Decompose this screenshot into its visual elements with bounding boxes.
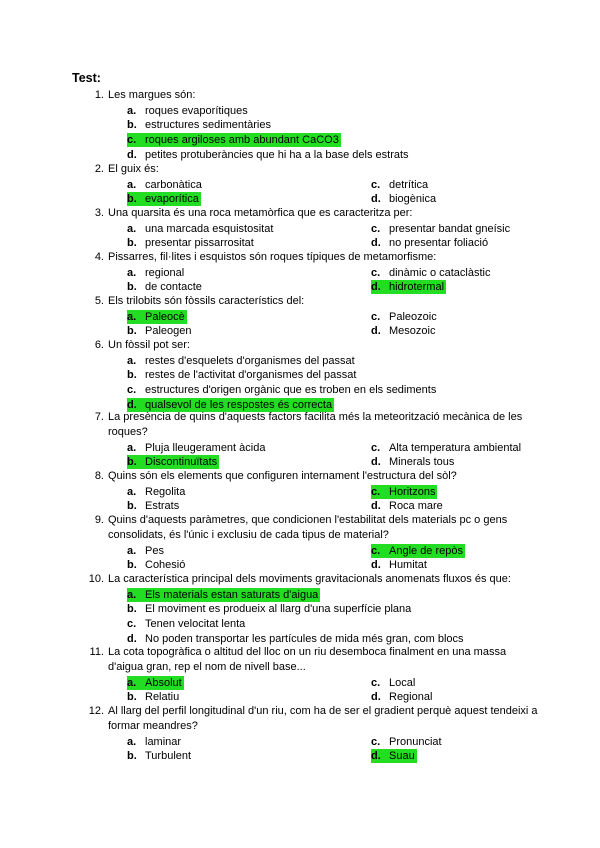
option-text: Suau <box>389 750 415 763</box>
question-text: La cota topogràfica o altitud del lloc on un riu desemboca finalment en una massa d'aigua gran, rep el nom de nivell base... <box>108 646 507 673</box>
option-letter: c. <box>371 178 381 191</box>
answer-option <box>127 118 271 132</box>
answer-option <box>371 236 488 250</box>
answer-option <box>127 690 179 704</box>
answer-option <box>371 558 427 572</box>
option-text: Horitzons <box>389 485 436 498</box>
option-letter: a. <box>127 104 137 117</box>
option-text: evaporítica <box>145 193 199 206</box>
option-text: Paleocè <box>145 310 185 323</box>
answer-option <box>127 735 181 749</box>
answer-option <box>127 602 411 616</box>
answer-option <box>371 690 432 704</box>
option-letter: d. <box>371 691 381 704</box>
question-number: 10. <box>88 573 104 585</box>
option-text: una marcada esquistositat <box>145 222 274 235</box>
answer-option <box>371 441 521 455</box>
question-text: Una quarsita és una roca metamòrfica que es caracteritza per: <box>108 207 413 219</box>
answer-option <box>371 676 415 690</box>
answer-option <box>371 455 454 469</box>
answer-option <box>127 236 254 250</box>
option-text: presentar bandat gneísic <box>389 222 511 235</box>
option-letter: a. <box>127 222 137 235</box>
option-letter: d. <box>371 500 381 513</box>
answer-option <box>127 178 202 192</box>
answer-option <box>127 441 265 455</box>
option-text: Els materials estan saturats d'aigua <box>145 588 319 601</box>
answer-option <box>127 266 184 280</box>
option-text: Local <box>389 676 416 689</box>
answer-option-correct <box>127 455 219 469</box>
option-letter: d. <box>127 632 137 645</box>
answer-option-correct <box>371 485 437 499</box>
option-text: hidrotermal <box>389 281 445 294</box>
question-number: 7. <box>94 411 104 423</box>
answer-option-correct <box>127 310 187 324</box>
option-letter: a. <box>127 178 137 191</box>
option-text: laminar <box>145 735 182 748</box>
option-text: restes de l'activitat d'organismes del passat <box>145 369 357 382</box>
answer-option <box>371 310 437 324</box>
option-text: estructures d'origen orgànic que es troben en els sediments <box>145 383 437 396</box>
option-letter: b. <box>127 456 137 469</box>
option-text: Paleozoic <box>389 310 437 323</box>
option-letter: d. <box>371 750 381 763</box>
answer-option <box>371 192 436 206</box>
answer-option <box>371 178 428 192</box>
question-text: El guix és: <box>108 163 159 175</box>
answer-option <box>127 383 436 397</box>
answer-option <box>127 104 248 118</box>
option-text: presentar pissarrositat <box>145 237 254 250</box>
question-number: 5. <box>94 295 104 307</box>
option-text: Minerals tous <box>389 456 455 469</box>
option-letter: d. <box>127 398 137 411</box>
option-letter: c. <box>371 266 381 279</box>
question-number: 8. <box>94 470 104 482</box>
option-letter: b. <box>127 559 137 572</box>
answer-option <box>371 735 442 749</box>
option-letter: b. <box>127 119 137 132</box>
option-text: Pes <box>145 544 164 557</box>
answer-option-correct <box>371 544 465 558</box>
option-text: regional <box>145 266 185 279</box>
option-text: qualsevol de les respostes és correcta <box>145 398 333 411</box>
option-letter: b. <box>127 325 137 338</box>
answer-option <box>127 499 179 513</box>
option-letter: a. <box>127 588 137 601</box>
question-number: 11. <box>89 646 104 658</box>
option-text: Absolut <box>145 676 182 689</box>
answer-option-correct <box>371 749 417 763</box>
option-text: Regional <box>389 691 433 704</box>
answer-option <box>127 368 356 382</box>
option-text: petites protuberàncies que hi ha a la base dels estrats <box>145 148 409 161</box>
option-letter: d. <box>371 237 381 250</box>
option-letter: b. <box>127 603 137 616</box>
answer-option <box>127 324 192 338</box>
option-letter: c. <box>127 383 137 396</box>
option-text: estructures sedimentàries <box>145 119 271 132</box>
option-letter: a. <box>127 310 137 323</box>
question-text: Quins d'aquests paràmetres, que condicionen l'estabilitat dels materials pc o gens consolidats, és l'únic i exclusiu de cada tipus de material? <box>108 514 508 541</box>
question-number: 9. <box>94 514 104 526</box>
answer-option <box>127 354 355 368</box>
option-letter: d. <box>371 281 381 294</box>
question-text: Quins són els elements que configuren internament l'estructura del sòl? <box>108 470 457 482</box>
option-letter: d. <box>127 148 137 161</box>
option-letter: b. <box>127 281 137 294</box>
question-number: 6. <box>94 339 104 351</box>
question-text: Els trilobits són fòssils característics del: <box>108 295 305 307</box>
option-text: Alta temperatura ambiental <box>389 441 522 454</box>
answer-option <box>127 222 273 236</box>
question-number: 4. <box>94 251 104 263</box>
option-letter: b. <box>127 193 137 206</box>
option-letter: b. <box>127 500 137 513</box>
option-text: Tenen velocitat lenta <box>145 617 246 630</box>
option-text: detrítica <box>389 178 429 191</box>
answer-option <box>127 617 245 631</box>
question-text: La presència de quins d'aquests factors facilita més la meteorització mecànica de les roques? <box>108 411 523 438</box>
option-text: Pluja lleugerament àcida <box>145 441 266 454</box>
option-text: Estrats <box>145 500 180 513</box>
option-letter: a. <box>127 485 137 498</box>
question-number: 12. <box>88 705 104 717</box>
answer-option <box>127 749 191 763</box>
option-letter: d. <box>371 193 381 206</box>
answer-option-correct <box>371 280 446 294</box>
option-text: roques evaporítiques <box>145 104 248 117</box>
option-letter: c. <box>371 676 381 689</box>
option-text: No poden transportar les partícules de mida més gran, com blocs <box>145 632 464 645</box>
option-letter: c. <box>371 544 381 557</box>
option-letter: b. <box>127 750 137 763</box>
option-letter: a. <box>127 544 137 557</box>
option-text: Discontinuïtats <box>145 456 218 469</box>
test-title: Test: <box>72 71 101 85</box>
option-letter: b. <box>127 369 137 382</box>
option-text: dinàmic o cataclàstic <box>389 266 491 279</box>
option-letter: c. <box>371 485 381 498</box>
option-letter: c. <box>127 133 137 146</box>
answer-option <box>127 544 164 558</box>
option-letter: c. <box>127 617 137 630</box>
option-text: Angle de repòs <box>389 544 463 557</box>
question-text: Les margues són: <box>108 89 196 101</box>
option-letter: a. <box>127 441 137 454</box>
option-letter: c. <box>371 222 381 235</box>
option-text: Roca mare <box>389 500 443 513</box>
option-text: biogènica <box>389 193 437 206</box>
option-text: Pronunciat <box>389 735 442 748</box>
answer-option <box>127 280 202 294</box>
answer-option <box>371 324 435 338</box>
option-text: carbonàtica <box>145 178 202 191</box>
answer-option <box>127 558 185 572</box>
question-number: 3. <box>94 207 104 219</box>
option-letter: d. <box>371 456 381 469</box>
answer-option-correct <box>127 133 341 147</box>
question-number: 1. <box>94 89 104 101</box>
question-text: La característica principal dels moviments gravitacionals anomenats fluxos és que: <box>108 573 511 585</box>
option-letter: a. <box>127 676 137 689</box>
answer-option <box>371 266 491 280</box>
option-letter: a. <box>127 354 137 367</box>
option-letter: c. <box>371 441 381 454</box>
option-letter: a. <box>127 266 137 279</box>
answer-option <box>371 499 443 513</box>
option-text: Humitat <box>389 559 427 572</box>
question-number: 2. <box>94 163 104 175</box>
option-text: Turbulent <box>145 750 192 763</box>
option-letter: c. <box>371 310 381 323</box>
option-letter: b. <box>127 691 137 704</box>
option-text: restes d'esquelets d'organismes del passat <box>145 354 355 367</box>
option-letter: c. <box>371 735 381 748</box>
option-text: no presentar foliació <box>389 237 489 250</box>
option-text: Paleogen <box>145 325 192 338</box>
option-text: de contacte <box>145 281 202 294</box>
question-text: Al llarg del perfil longitudinal d'un riu, com ha de ser el gradient perquè aquest tendeixi a formar meandres? <box>108 705 538 732</box>
option-letter: b. <box>127 237 137 250</box>
option-text: Relatiu <box>145 691 180 704</box>
option-text: Mesozoic <box>389 325 436 338</box>
answer-option-correct <box>127 588 320 602</box>
question-text: Un fòssil pot ser: <box>108 339 190 351</box>
answer-option <box>371 222 510 236</box>
option-text: roques argiloses amb abundant CaCO3 <box>145 133 339 146</box>
answer-option <box>127 148 409 162</box>
option-letter: a. <box>127 735 137 748</box>
option-text: El moviment es produeix al llarg d'una superfície plana <box>145 603 412 616</box>
option-text: Cohesió <box>145 559 186 572</box>
question-text: Pissarres, fil·lites i esquistos són roques típiques de metamorfisme: <box>108 251 437 263</box>
option-letter: d. <box>371 559 381 572</box>
answer-option <box>127 485 185 499</box>
option-letter: d. <box>371 325 381 338</box>
answer-option-correct <box>127 676 184 690</box>
option-text: Regolita <box>145 485 186 498</box>
answer-option-correct <box>127 192 201 206</box>
answer-option <box>127 632 464 646</box>
